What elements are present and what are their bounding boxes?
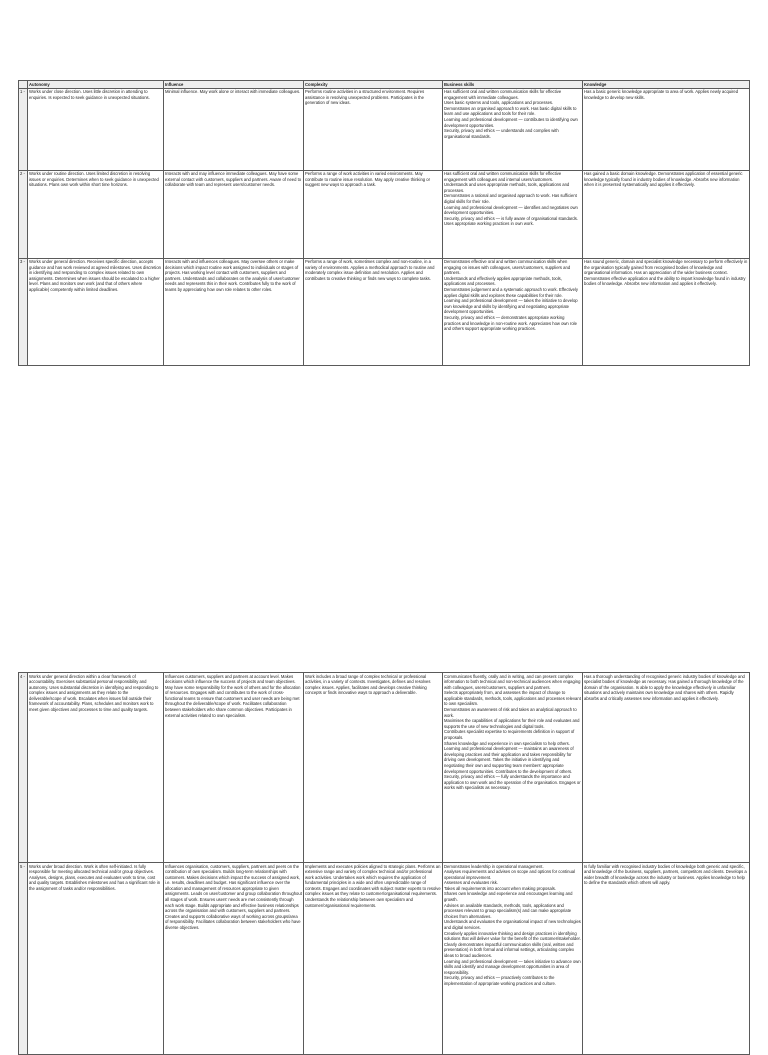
complexity-cell: Performs a range of work activities in varied environments. May contribute to routine issue resolution. May apply creative thinking or suggest new ways to approach a task. (304, 170, 443, 258)
business-skills-cell: Demonstrates effective oral and written communication skills when engaging on issues with colleagues, users/customers, suppliers and partners. Understands and effectively applies appropriate methods, tools, applications and processes. Demonstrates judgement and a systematic approach to work. Effectively applies digital skills and explores these capabilities for their role. Learning and professional development — takes the initiative to develop own knowledge and skills by identifying and negotiating appropriate development opportunities. Security, privacy and ethics — demonstrates appropriate working practices and knowledge in non-routine work. Appreciates how own role and others support appropriate working practices. (443, 258, 583, 365)
autonomy-cell: Works under close direction. Uses little discretion in attending to enquiries. Is expected to seek guidance in unexpected situations. (28, 88, 164, 170)
skills-table-bottom (18, 672, 750, 1055)
table-row (19, 863, 750, 1055)
complexity-cell: Work includes a broad range of complex technical or professional activities, in a variety of contexts. Investigates, defines and resolves complex issues. Applies, facilitates and develops creative thinking concepts or finds innovative ways to approach a deliverable. (304, 673, 443, 863)
autonomy-cell: Works under broad direction. Work is often self-initiated. Is fully responsible for meeting allocated technical and/or group objectives. Analyses, designs, plans, executes and evaluates work to time, cost and quality targets. Establishes milestones and has a significant role in the assignment of tasks and/or responsibilities. (28, 863, 164, 1055)
table-row (19, 170, 750, 258)
header-business-skills: Business skills (443, 81, 583, 89)
knowledge-cell: Has a thorough understanding of recognised generic industry bodies of knowledge and specialist bodies of knowledge as necessary. Has gained a thorough knowledge of the domain of the organisation. Is able to apply the knowledge effectively in unfamiliar situations and actively maintains own knowledge and shares with others. Rapidly absorbs and critically assesses new information and applies it effectively. (583, 673, 750, 863)
header-blank (19, 81, 28, 89)
business-skills-cell: Communicates fluently, orally and in writing, and can present complex information to both technical and non-technical audiences when engaging with colleagues, users/customers, suppliers and partners. Selects appropriately from, and assesses the impact of change to applicable standards, methods, tools, applications and processes relevant to own specialism. Demonstrates an awareness of risk and takes an analytical approach to work. Maximises the capabilities of applications for their role and evaluates and supports the use of new technologies and digital tools. Contributes specialist expertise to requirements definition in support of proposals. Shares knowledge and experience in own specialism to help others. Learning and professional development — maintains an awareness of developing practices and their application and takes responsibility for driving own development. Takes the initiative in identifying and negotiating their own and supporting team members' appropriate development opportunities. Contributes to the development of others. Security, privacy and ethics — fully understands the importance and application to own work and the operation of the organisation. Engages or works with specialists as necessary. (443, 673, 583, 863)
header-complexity: Complexity (304, 81, 443, 89)
level-label: 4 - (19, 673, 28, 863)
influence-cell: Influences organisation, customers, suppliers, partners and peers on the contribution of own specialism. Builds long-term relationships with customers. Makes decisions which impact the success of assigned work, i.e. results, deadlines and budget. Has significant influence over the allocation and management of resources appropriate to given assignments. Leads on user/customer and group collaboration throughout all stages of work. Ensures users' needs are met consistently through each work stage. Builds appropriate and effective business relationships across the organisation and with customers, suppliers and partners. Creates and supports collaborative ways of working across groups/area of responsibility. Facilitates collaboration between stakeholders who have diverse objectives. (164, 863, 304, 1055)
header-row (19, 81, 750, 89)
knowledge-cell: Has gained a basic domain knowledge. Demonstrates application of essential generic knowledge typically found in industry bodies of knowledge. Absorbs new information when it is presented systematically and applies it effectively. (583, 170, 750, 258)
table-row (19, 673, 750, 863)
business-skills-cell: Has sufficient oral and written communication skills for effective engagement with immediate colleagues. Uses basic systems and tools, applications and processes. Demonstrates an organised approach to work. Has basic digital skills to learn and use applications and tools for their role. Learning and professional development — contributes to identifying own development opportunities. Security, privacy and ethics — understands and complies with organisational standards. (443, 88, 583, 170)
influence-cell: Influences customers, suppliers and partners at account level. Makes decisions which influence the success of projects and team objectives. May have some responsibility for the work of others and for the allocation of resources. Engages with and contributes to the work of cross-functional teams to ensure that customers and user needs are being met throughout the deliverable/scope of work. Facilitates collaboration between stakeholders who share common objectives. Participates in external activities related to own specialism. (164, 673, 304, 863)
complexity-cell: Implements and executes policies aligned to strategic plans. Performs an extensive range and variety of complex technical and/or professional work activities. Undertakes work which requires the application of fundamental principles in a wide and often unpredictable range of contexts. Engages and coordinates with subject matter experts to resolve complex issues as they relate to customer/organisational requirements. Understands the relationship between own specialism and customer/organisational requirements. (304, 863, 443, 1055)
level-label: 1 - (19, 88, 28, 170)
influence-cell: Interacts with and may influence immediate colleagues. May have some external contact with customers, suppliers and partners. Aware of need to collaborate with team and represent users/customer needs. (164, 170, 304, 258)
header-autonomy: Autonomy (28, 81, 164, 89)
business-skills-cell: Has sufficient oral and written communication skills for effective engagement with colleagues and internal users/customers. Understands and uses appropriate methods, tools, applications and processes. Demonstrates a rational and organised approach to work. Has sufficient digital skills for their role. Learning and professional development — identifies and negotiates own development opportunities. Security, privacy and ethics — is fully aware of organisational standards. Uses appropriate working practices in own work. (443, 170, 583, 258)
autonomy-cell: Works under general direction within a clear framework of accountability. Exercises substantial personal responsibility and autonomy. Uses substantial discretion in identifying and responding to complex issues and assignments as they relate to the deliverable/scope of work. Escalates when issues fall outside their framework of accountability. Plans, schedules and monitors work to meet given objectives and processes to time and quality targets. (28, 673, 164, 863)
business-skills-cell: Demonstrates leadership in operational management. Analyses requirements and advises on scope and options for continual operational improvement. Assesses and evaluates risk. Takes all requirements into account when making proposals. Shares own knowledge and experience and encourages learning and growth. Advises on available standards, methods, tools, applications and processes relevant to group specialism(s) and can make appropriate choices from alternatives. Understands and evaluates the organisational impact of new technologies and digital services. Creatively applies innovative thinking and design practices in identifying solutions that will deliver value for the benefit of the customer/stakeholder. Clearly demonstrates impactful communication skills (oral, written and presentation) in both formal and informal settings, articulating complex ideas to broad audiences. Learning and professional development — takes initiative to advance own skills and identify and manage development opportunities in area of responsibility. Security, privacy and ethics — proactively contributes to the implementation of appropriate working practices and culture. (443, 863, 583, 1055)
header-knowledge: Knowledge (583, 81, 750, 89)
level-label: 2 - (19, 170, 28, 258)
level-label: 5 - (19, 863, 28, 1055)
knowledge-cell: Has a basic generic knowledge appropriate to area of work. Applies newly acquired knowledge to develop new skills. (583, 88, 750, 170)
autonomy-cell: Works under routine direction. Uses limited discretion in resolving issues or enquiries. Determines when to seek guidance in unexpected situations. Plans own work within short time horizons. (28, 170, 164, 258)
knowledge-cell: Is fully familiar with recognised industry bodies of knowledge both generic and specific, and knowledge of the business, suppliers, partners, competitors and clients. Develops a wider breadth of knowledge across the industry or business. Applies knowledge to help to define the standards which others will apply. (583, 863, 750, 1055)
level-label: 3 - (19, 258, 28, 365)
header-influence: Influence (164, 81, 304, 89)
complexity-cell: Performs a range of work, sometimes complex and non-routine, in a variety of environments. Applies a methodical approach to routine and moderately complex issue definition and resolution. Applies and contributes to creative thinking or finds new ways to complete tasks. (304, 258, 443, 365)
knowledge-cell: Has sound generic, domain and specialist knowledge necessary to perform effectively in the organisation typically gained from recognised bodies of knowledge and organisational information. Has an appreciation of the wider business context. Demonstrates effective application and the ability to impart knowledge found in industry bodies of knowledge. Absorbs new information and applies it effectively. (583, 258, 750, 365)
influence-cell: Minimal influence. May work alone or interact with immediate colleagues. (164, 88, 304, 170)
influence-cell: Interacts with and influences colleagues. May oversee others or make decisions which impact routine work assigned to individuals or stages of projects. Has working level contact with customers, suppliers and partners. Understands and collaborates on the analysis of user/customer needs and represents this in their work. Contributes fully to the work of teams by appreciating how own role relates to other roles. (164, 258, 304, 365)
complexity-cell: Performs routine activities in a structured environment. Requires assistance in resolving unexpected problems. Participates in the generation of new ideas. (304, 88, 443, 170)
skills-table-top (18, 80, 750, 366)
table-row (19, 258, 750, 365)
table-row (19, 88, 750, 170)
autonomy-cell: Works under general direction. Receives specific direction, accepts guidance and has work reviewed at agreed milestones. Uses discretion in identifying and responding to complex issues related to own assignments. Determines when issues should be escalated to a higher level. Plans and monitors own work (and that of others where applicable) competently within limited deadlines. (28, 258, 164, 365)
